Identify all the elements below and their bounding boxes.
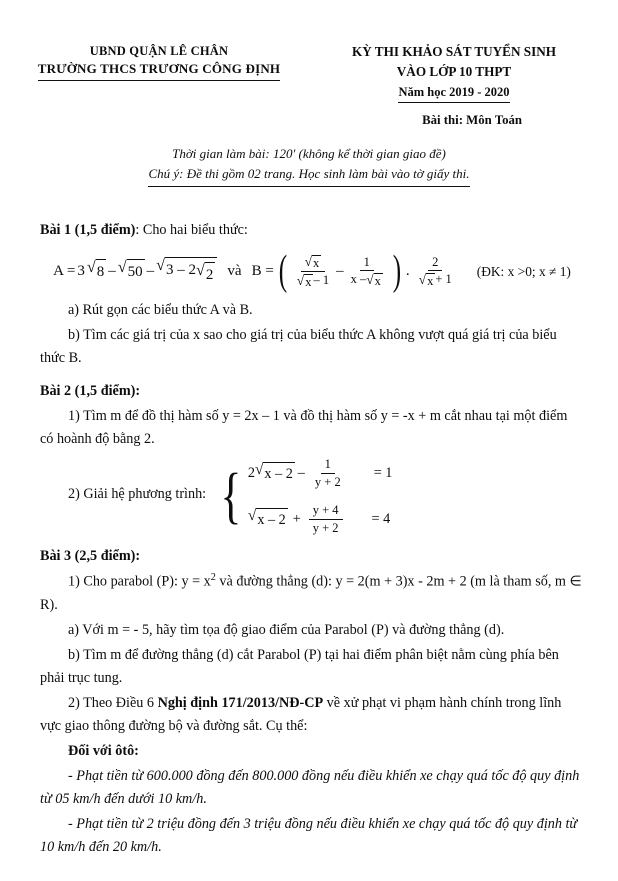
question-1b: b) Tìm các giá trị của x sao cho giá trị của biểu thức A không vượt quá giá trị của biểu thức B. bbox=[40, 327, 557, 367]
subject-line: Bài thi: Môn Toán bbox=[422, 113, 522, 128]
question-1-label: Bài 1 (1,5 điểm) bbox=[40, 221, 136, 238]
minus-3: – bbox=[336, 263, 344, 280]
question-3-title: Bài 3 (2,5 điểm): bbox=[40, 547, 141, 564]
sqrt-2: √ 2 bbox=[196, 261, 215, 287]
sqrt-x-den2: √ x bbox=[366, 272, 381, 288]
minus-1: – bbox=[108, 263, 116, 280]
question-2-part2 bbox=[40, 457, 584, 535]
nested-lead: 3 – 2 bbox=[166, 261, 197, 278]
question-3-part2-pre: 2) Theo Điều 6 bbox=[68, 694, 158, 711]
brace-icon: { bbox=[220, 461, 242, 530]
minus-2: – bbox=[146, 263, 155, 280]
and-word: và bbox=[227, 263, 242, 280]
sqrt-8: √ 8 bbox=[87, 258, 106, 284]
fraction-eq2: $\frac{y + 4}{y + 2}$ bbox=[309, 503, 343, 535]
question-1-lead: : Cho hai biểu thức: bbox=[135, 221, 248, 238]
district-authority: UBND QUẬN LÊ CHÂN bbox=[89, 44, 229, 58]
question-1-formula bbox=[40, 247, 584, 294]
fraction-2: 1 x – √ x bbox=[350, 254, 381, 288]
exam-title-block bbox=[324, 42, 584, 103]
question-3-part1 bbox=[40, 570, 584, 617]
expression-B bbox=[251, 247, 571, 294]
document-header bbox=[0, 0, 618, 103]
fraction-3: 2 √ x + 1 bbox=[418, 254, 452, 288]
exponent-2: 2 bbox=[210, 571, 216, 583]
fraction-1: √ x √ x – 1 bbox=[296, 253, 330, 289]
sqrt-x-minus-2-b: √ x – 2 bbox=[248, 507, 288, 532]
condition-text: (ĐK: x >0; x ≠ 1) bbox=[476, 263, 571, 279]
B-label: B = bbox=[251, 263, 274, 280]
sqrt-x-den: √ x bbox=[296, 273, 312, 289]
question-2-title: Bài 2 (1,5 điểm): bbox=[40, 383, 141, 400]
sqrt-x-minus-2-a: √ x – 2 bbox=[255, 461, 295, 486]
eq1-rhs: = 1 bbox=[373, 464, 393, 481]
sqrt-x-den3: √ x bbox=[418, 272, 434, 288]
question-3-part1-b: và đường thẳng (d): y = 2(m + 3)x - 2m + 2 (m là tham số, m ∈ R). bbox=[40, 573, 582, 613]
school-year: Năm học 2019 - 2020 bbox=[398, 83, 509, 104]
school-block bbox=[34, 42, 284, 81]
exam-title-line1: KỲ THI KHẢO SÁT TUYỂN SINH bbox=[351, 44, 557, 59]
question-3-part1-a: 1) Cho parabol (P): y = x bbox=[68, 573, 211, 590]
question-3-part2 bbox=[40, 692, 584, 738]
question-3b: b) Tìm m để đường thẳng (d) cắt Parabol (P) tại hai điểm phân biệt nằm cùng phía bên phải trục tung. bbox=[40, 646, 559, 686]
equation-system bbox=[216, 457, 392, 535]
fine-bullet-1: - Phạt tiền từ 600.000 đồng đến 800.000 đồng nếu điều khiển xe chạy quá tốc độ quy định từ 05 km/h đến dưới 10 km/h. bbox=[40, 767, 580, 807]
A-label: A = bbox=[53, 263, 76, 280]
exam-title-line2: VÀO LỚP 10 THPT bbox=[396, 63, 512, 79]
exam-body bbox=[0, 187, 618, 859]
system-equation-1: 2 √ x – 2 – $\frac{1}{y + 2}$ = 1 bbox=[247, 457, 393, 489]
exam-notes bbox=[0, 128, 618, 186]
question-3a: a) Với m = - 5, hãy tìm tọa độ giao điểm của Parabol (P) và đường thẳng (d). bbox=[68, 621, 505, 638]
question-2-part1: 1) Tìm m để đồ thị hàm số y = 2x – 1 và đồ thị hàm số y = -x + m cắt nhau tại một điểm có hoành độ bằng 2. bbox=[40, 408, 568, 448]
multiply-dot: . bbox=[405, 263, 410, 280]
sqrt-nested: √ 3 – 2 √ 2 bbox=[156, 256, 217, 287]
question-2-part2-label: 2) Giải hệ phương trình: bbox=[68, 486, 207, 503]
time-limit-note: Thời gian làm bài: 120' (không kể thời gian giao đề) bbox=[172, 146, 446, 162]
sqrt-x-num: √ x bbox=[304, 253, 320, 270]
paren-right: ) bbox=[392, 247, 402, 294]
paren-group bbox=[276, 247, 404, 294]
question-3-part2-post: về xử phạt vi phạm hành chính trong lĩnh vực giao thông đường bộ và đường sắt. Cụ thể: bbox=[40, 694, 562, 734]
question-1-title bbox=[40, 219, 584, 242]
car-section-label: Đối với ôtô: bbox=[68, 742, 139, 759]
page-count-note: Chú ý: Đề thi gồm 02 trang. Học sinh làm bài vào tờ giấy thi. bbox=[148, 164, 469, 186]
sqrt-50: √ 50 bbox=[118, 258, 145, 284]
system-equation-2: √ x – 2 + $\frac{y + 4}{y + 2}$ = 4 bbox=[247, 503, 391, 535]
eq2-rhs: = 4 bbox=[371, 510, 391, 527]
paren-left: ( bbox=[278, 247, 287, 294]
expression-A bbox=[53, 256, 217, 287]
A-coef: 3 bbox=[77, 263, 85, 280]
fine-bullet-2: - Phạt tiền từ 2 triệu đồng đến 3 triệu đồng nếu điều khiển xe chạy quá tốc độ quy định từ 10 km/h đến 20 km/h. bbox=[40, 815, 578, 855]
fraction-eq1: $\frac{1}{y + 2}$ bbox=[314, 457, 341, 489]
decree-reference: Nghị định 171/2013/NĐ-CP bbox=[157, 694, 324, 711]
school-name: TRƯỜNG THCS TRƯƠNG CÔNG ĐỊNH bbox=[38, 60, 281, 81]
question-1a: a) Rút gọn các biểu thức A và B. bbox=[68, 302, 253, 319]
